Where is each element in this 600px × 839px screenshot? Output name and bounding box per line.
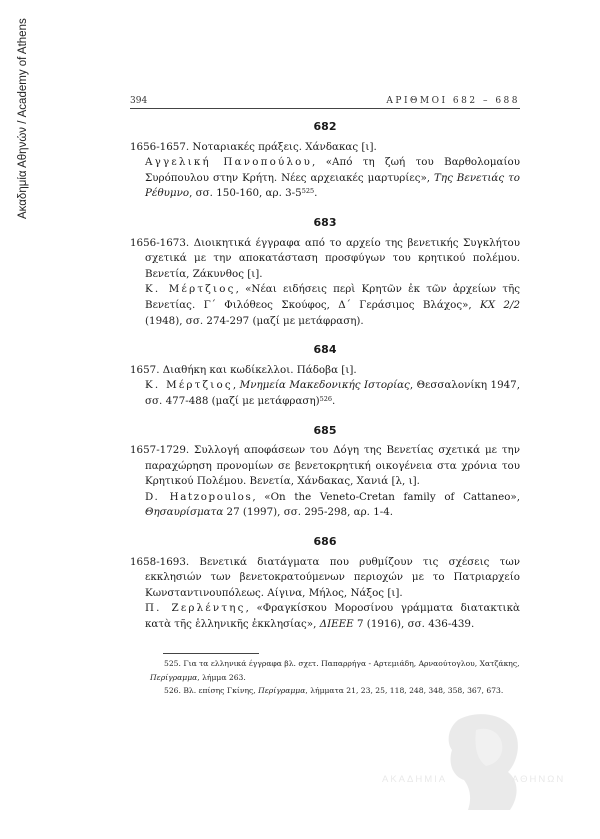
entry-reference xyxy=(130,490,520,521)
entry-reference xyxy=(130,282,520,329)
footnote-rule xyxy=(163,653,259,654)
entry-number: 685 xyxy=(313,423,337,437)
footnote-marker: 526 xyxy=(319,394,333,403)
ref-pages: 7 (1916), σσ. 436-439. xyxy=(353,618,475,631)
footnote-end: , λήμματα 21, 23, 25, 118, 248, 348, 358, 367, 673. xyxy=(305,686,504,695)
ref-author: Αγγελική Πανοπούλου xyxy=(145,156,313,169)
side-watermark: Ακαδημία Αθηνών / Academy of Athens xyxy=(17,18,29,219)
footnote-526 xyxy=(150,684,520,698)
footnote-title: Περίγραμμα xyxy=(150,672,198,682)
ref-pages: , Θεσσαλονίκη 1947, σσ. 477-488 (μαζί με μετάφραση) xyxy=(145,379,521,407)
ref-title: Θησαυρίσματα xyxy=(145,506,224,519)
ref-text: , «Νέαι ειδήσεις περὶ Κρητῶν ἐκ τῶν ἀρχείων τῆς Βενετίας. Γ´ Φιλόθεος Σκούφος, Δ´ Γεράσιμος Βλάχος», xyxy=(145,283,520,311)
running-header xyxy=(130,92,520,106)
ref-author: Κ. Μέρτζιος xyxy=(145,283,236,296)
ref-author: D. Hatzopoulos xyxy=(145,490,253,503)
logo-left-word: ΑΚΑΔΗΜΙΑ xyxy=(382,774,448,785)
entry-number: 684 xyxy=(313,343,337,357)
footnote-title: Περίγραμμα xyxy=(258,686,306,695)
entry-number: 682 xyxy=(313,120,337,133)
entry-description: 1656-1657. Νοταριακές πράξεις. Χάνδακας [ι]. xyxy=(130,140,377,153)
academy-logo-watermark xyxy=(380,710,580,820)
entry-reference xyxy=(130,378,520,409)
entry-reference xyxy=(130,155,520,202)
entry-685 xyxy=(130,423,520,522)
footnote-end: , λήμμα 263. xyxy=(197,672,246,682)
catalogue-entries xyxy=(130,119,520,646)
ref-text: , «Φραγκίσκου Μοροσίνου γράμματα διατακτικὰ κατὰ τῆς ἑλληνικῆς ἐκκλησίας», xyxy=(145,602,520,631)
ref-author: Κ. Μέρτζιος xyxy=(145,379,233,392)
running-title: ΑΡΙΘΜΟΙ 682 – 688 xyxy=(386,96,520,106)
ref-title: Μνημεία Μακεδονικής Ιστορίας xyxy=(239,379,410,392)
ref-pages: , σσ. 150-160, αρ. 3-5 xyxy=(189,187,302,200)
entry-number: 683 xyxy=(313,215,337,229)
ref-pages: (1948), σσ. 274-297 (μαζί με μετάφραση). xyxy=(145,314,364,327)
footnote-text: 526. Βλ. επίσης Γκίνης, xyxy=(164,686,259,695)
entry-682 xyxy=(130,119,520,202)
footnote-marker: 525 xyxy=(301,187,315,196)
entry-686 xyxy=(130,534,520,633)
ref-author: Π. Ζερλέντης xyxy=(145,602,246,615)
footnotes xyxy=(150,657,520,698)
header-rule xyxy=(130,108,520,109)
ref-pages: 27 (1997), σσ. 295-298, αρ. 1-4. xyxy=(223,506,394,519)
ref-end: . xyxy=(332,394,336,407)
entry-description: 1657-1729. Συλλογή αποφάσεων του Δόγη της Βενετίας σχετικά με την παραχώρηση προνομίων σε βενετοκρητική οικογένεια στα χρόνια του Κρητικού Πολέμου. Βενετία, Χάνδακας, Χανιά [λ, ι]. xyxy=(130,444,520,488)
entry-description: 1658-1693. Βενετικά διατάγματα που ρυθμίζουν τις σχέσεις των εκκλησιών των βενετοκρατούμενων περιοχών με το Πατριαρχείο Κωνσταντινουπόλεως. Αίγινα, Μήλος, Νάξος [ι]. xyxy=(130,555,520,599)
ref-text: , «Από τη ζωή του Βαρθολομαίου Συρόπουλου στην Κρήτη. Νέες αρχειακές μαρτυρίες», xyxy=(145,156,520,184)
page-number: 394 xyxy=(130,96,148,106)
entry-number: 686 xyxy=(313,535,337,549)
ref-end: . xyxy=(314,187,318,200)
logo-right-word: ΑΘΗΝΩΝ xyxy=(512,774,566,785)
ref-text: , «On the Veneto-Cretan family of Cattaneo», xyxy=(252,490,520,503)
ref-title: Της Βενετιάς το Ρέθυμνο xyxy=(145,171,521,200)
footnote-text: 525. Για τα ελληνικά έγγραφα βλ. σχετ. Παπαρρήγα - Αρτεμιάδη, Αρναούτογλου, Χατζάκης, xyxy=(164,659,520,668)
entry-683 xyxy=(130,215,520,329)
entry-description: 1657. Διαθήκη και κωδίκελλοι. Πάδοβα [ι]. xyxy=(130,363,357,376)
entry-reference xyxy=(130,601,520,632)
athena-head-icon xyxy=(380,710,580,820)
entry-description: 1656-1673. Διοικητικά έγγραφα από το αρχείο της βενετικής Συγκλήτου σχετικά με την αποκατάσταση προσφύγων του κρητικού πολέμου. Βενετία, Ζάκυνθος [ι]. xyxy=(130,236,520,280)
entry-684 xyxy=(130,342,520,409)
ref-text: , xyxy=(232,379,240,392)
ref-title: ΔΙΕΕΕ xyxy=(319,618,354,631)
footnote-525 xyxy=(150,657,520,684)
ref-title: ΚΧ 2/2 xyxy=(480,298,520,311)
